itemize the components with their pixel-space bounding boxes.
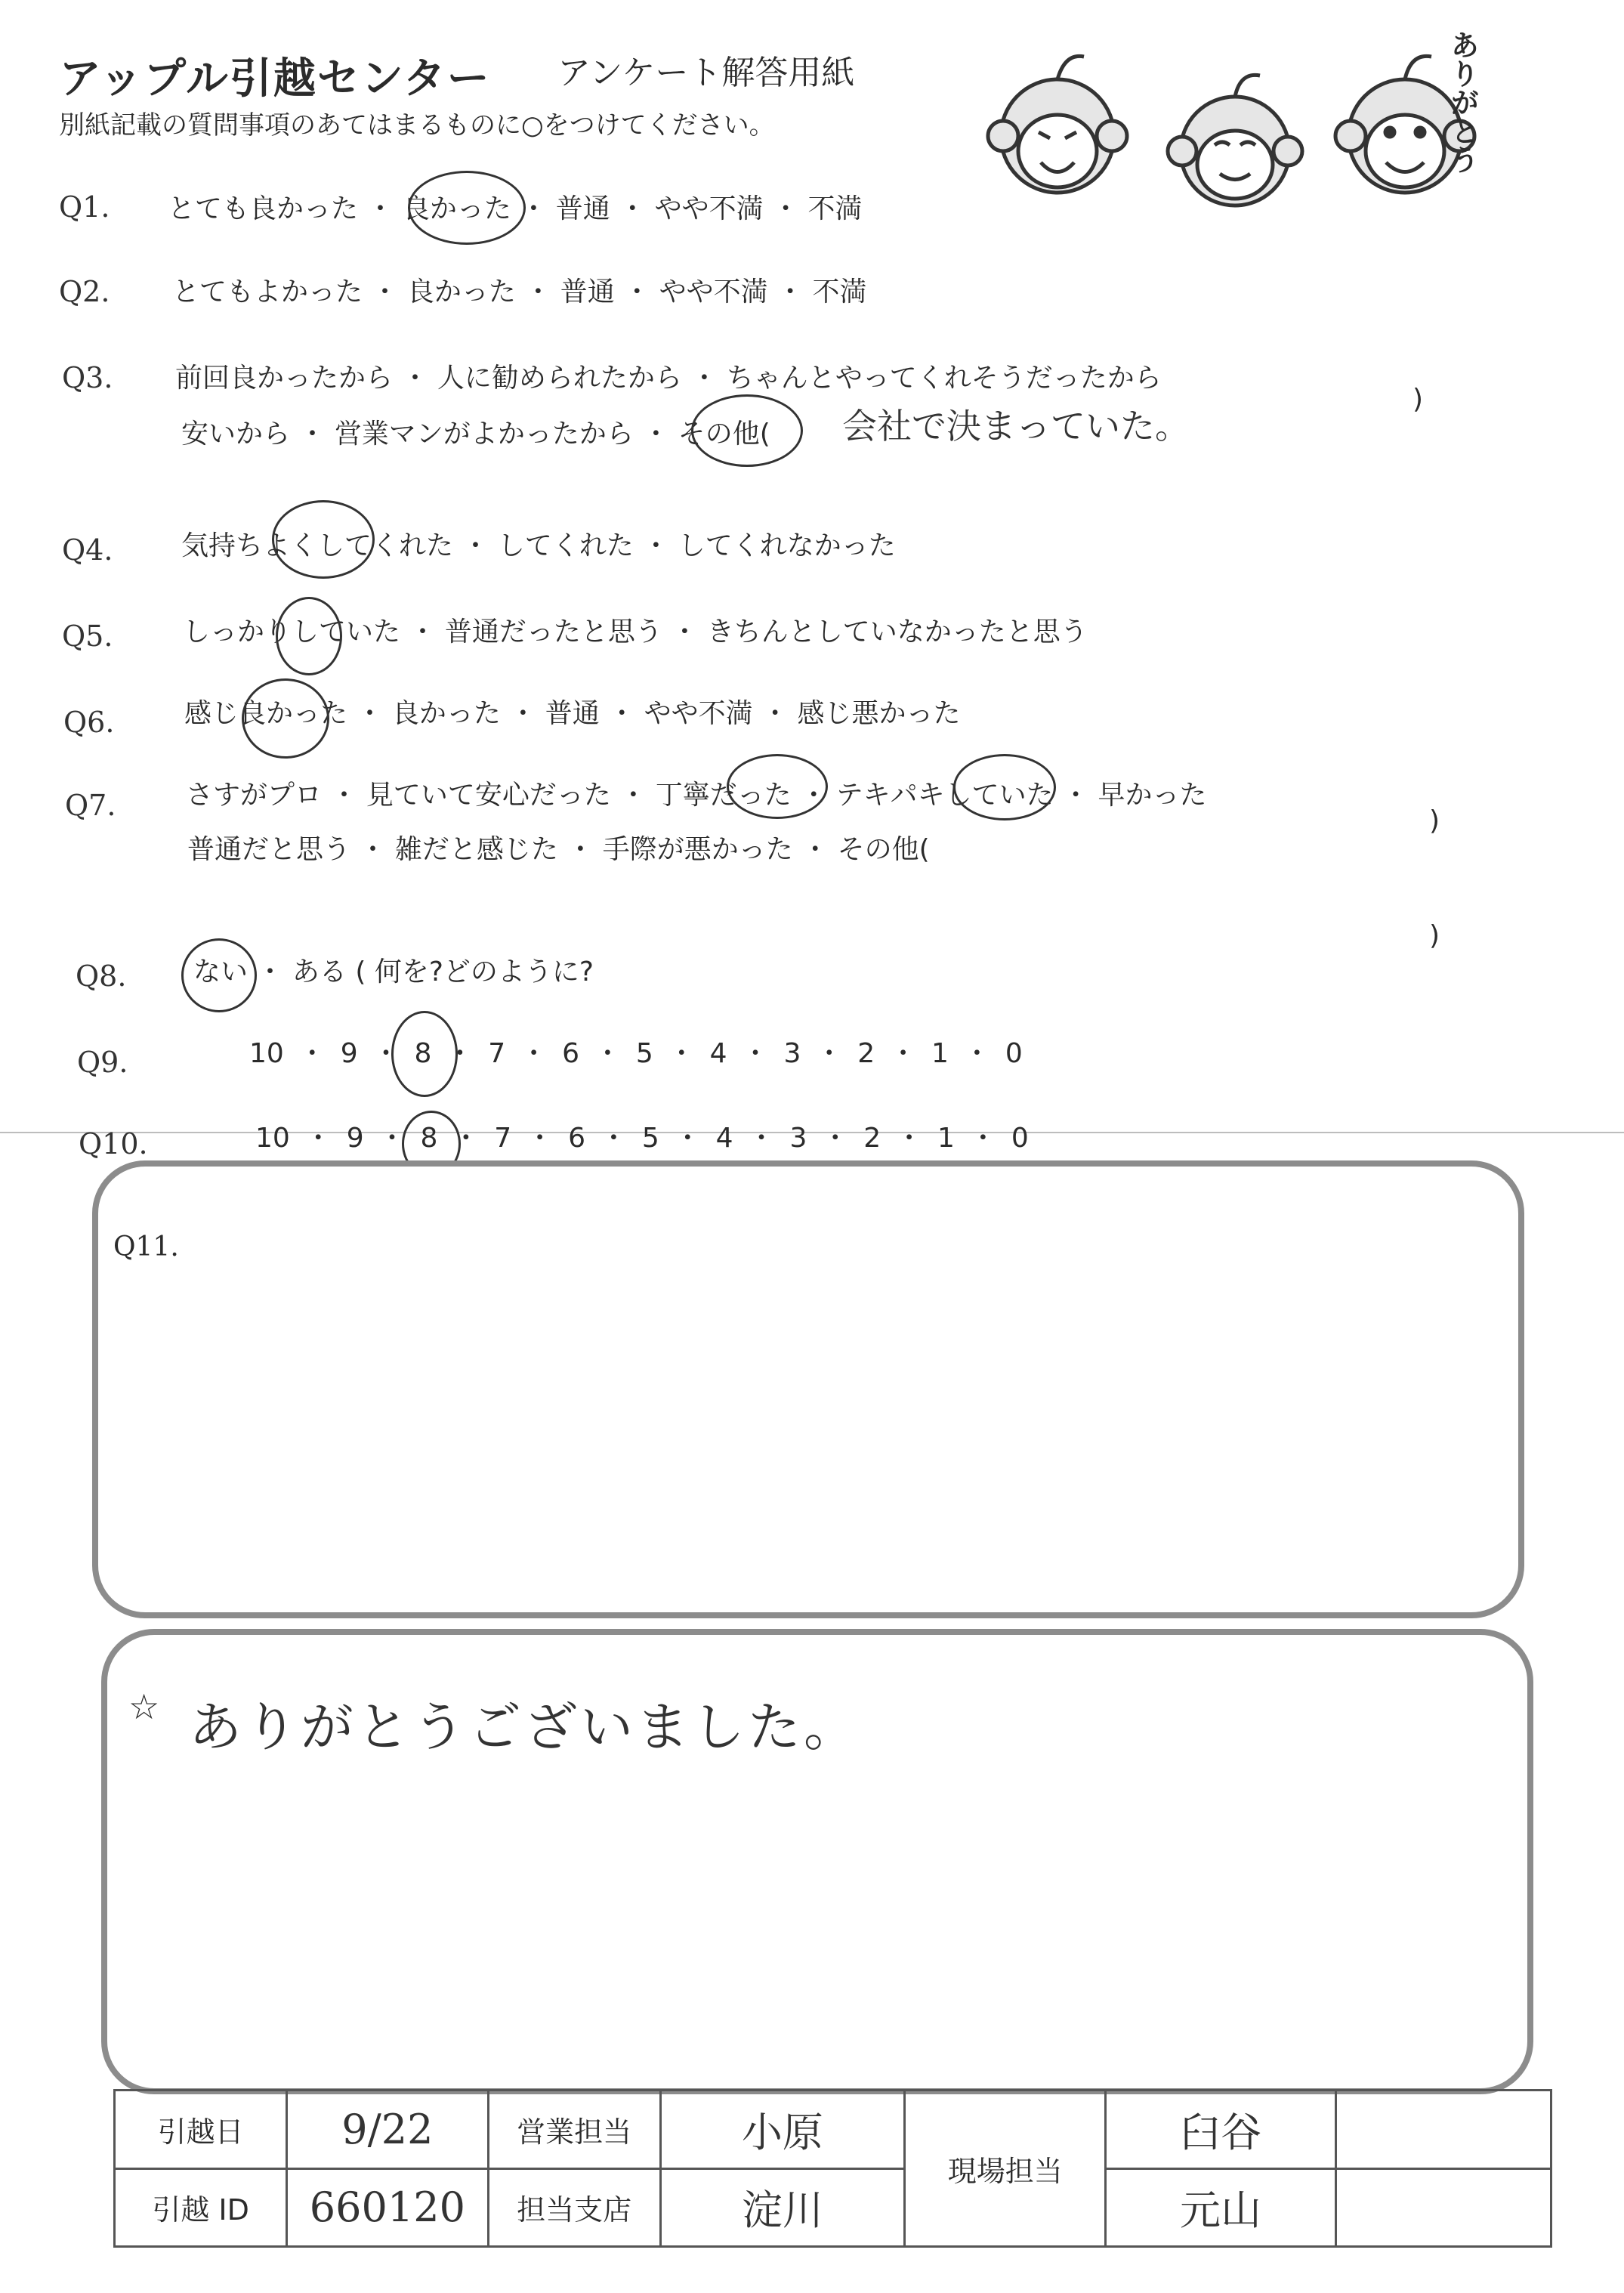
q10-options: 10 ・ 9 ・ 8 ・ 7 ・ 6 ・ 5 ・ 4 ・ 3 ・ 2 ・ 1 ・ 0 xyxy=(255,1123,1029,1154)
q2-number: Q2. xyxy=(59,275,110,308)
mascot-caption: ありがとう xyxy=(1446,30,1479,174)
q7-options-line1: さすがプロ ・ 見ていて安心だった ・ 丁寧だった ・ テキパキしていた ・ 早かった xyxy=(186,780,1207,811)
move-date-label: 引越日 xyxy=(115,2091,287,2169)
star-icon: ☆ xyxy=(128,1686,160,1727)
sales-rep-value: 小原 xyxy=(660,2091,904,2169)
q7-answer-circle-2 xyxy=(953,754,1056,820)
q7-number: Q7. xyxy=(65,789,116,822)
q6-number: Q6. xyxy=(63,706,115,739)
q5-answer-circle xyxy=(276,597,342,675)
q8-answer-circle xyxy=(181,938,257,1012)
empty-cell-1 xyxy=(1335,2091,1551,2169)
q7-answer-circle-1 xyxy=(727,754,828,819)
form-title: アップル引越センター xyxy=(59,54,491,104)
q11-box xyxy=(92,1160,1524,1618)
q1-options: とても良かった ・ 良かった ・ 普通 ・ やや不満 ・ 不満 xyxy=(168,193,863,224)
q4-options: 気持ちよくしてくれた ・ してくれた ・ してくれなかった xyxy=(181,530,896,561)
q10-number: Q10. xyxy=(79,1127,148,1160)
q3-answer-circle xyxy=(691,394,803,467)
q5-options: しっかりしていた ・ 普通だったと思う ・ きちんとしていなかったと思う xyxy=(183,617,1088,647)
q3-options-line1: 前回良かったから ・ 人に勧められたから ・ ちゃんとやってくれそうだったから xyxy=(175,363,1162,394)
form-subtitle: アンケート解答用紙 xyxy=(557,54,855,92)
site-staff-value-1: 臼谷 xyxy=(1106,2091,1335,2169)
mascot-illustration xyxy=(974,30,1503,227)
q8-options: ない ・ ある ( 何を?どのように? xyxy=(193,956,594,987)
q7-options-line2: 普通だと思う ・ 雑だと感じた ・ 手際が悪かった ・ その他( xyxy=(187,834,930,865)
comment-handwriting: ありがとうございました。 xyxy=(189,1696,860,1758)
sales-rep-label: 営業担当 xyxy=(488,2091,660,2169)
instruction-text: 別紙記載の質問事項のあてはまるものに○をつけてください。 xyxy=(59,110,775,141)
q9-number: Q9. xyxy=(77,1046,128,1079)
q1-answer-circle xyxy=(408,171,526,245)
move-id-label: 引越 ID xyxy=(115,2168,287,2247)
site-staff-label: 現場担当 xyxy=(905,2091,1106,2247)
footer-info-table xyxy=(113,2089,1552,2248)
q3-close-paren: ) xyxy=(1413,384,1424,415)
q11-label: Q11. xyxy=(113,1231,179,1262)
q2-options: とてもよかった ・ 良かった ・ 普通 ・ やや不満 ・ 不満 xyxy=(172,277,867,307)
site-staff-value-2: 元山 xyxy=(1106,2168,1335,2247)
q9-answer-circle xyxy=(391,1011,458,1097)
move-id-value: 660120 xyxy=(287,2168,488,2247)
empty-cell-2 xyxy=(1335,2168,1551,2247)
q3-number: Q3. xyxy=(62,361,113,394)
q3-other-handwriting: 会社で決まっていた。 xyxy=(842,406,1190,447)
q1-number: Q1. xyxy=(59,190,110,224)
q5-number: Q5. xyxy=(62,620,113,653)
q6-answer-circle xyxy=(242,678,329,759)
q8-close-paren: ) xyxy=(1429,920,1440,951)
q6-options: 感じ良かった ・ 良かった ・ 普通 ・ やや不満 ・ 感じ悪かった xyxy=(184,698,961,729)
branch-value: 淀川 xyxy=(660,2168,904,2247)
q3-options-line2: 安いから ・ 営業マンがよかったから ・ その他( xyxy=(181,419,770,450)
move-date-value: 9/22 xyxy=(287,2091,488,2169)
q4-answer-circle xyxy=(272,500,375,579)
q7-close-paren: ) xyxy=(1429,805,1440,836)
q4-number: Q4. xyxy=(62,533,113,567)
q8-number: Q8. xyxy=(76,960,127,993)
q9-options: 10 ・ 9 ・ 8 ・ 7 ・ 6 ・ 5 ・ 4 ・ 3 ・ 2 ・ 1 ・ 0 xyxy=(249,1038,1023,1069)
branch-label: 担当支店 xyxy=(488,2168,660,2247)
